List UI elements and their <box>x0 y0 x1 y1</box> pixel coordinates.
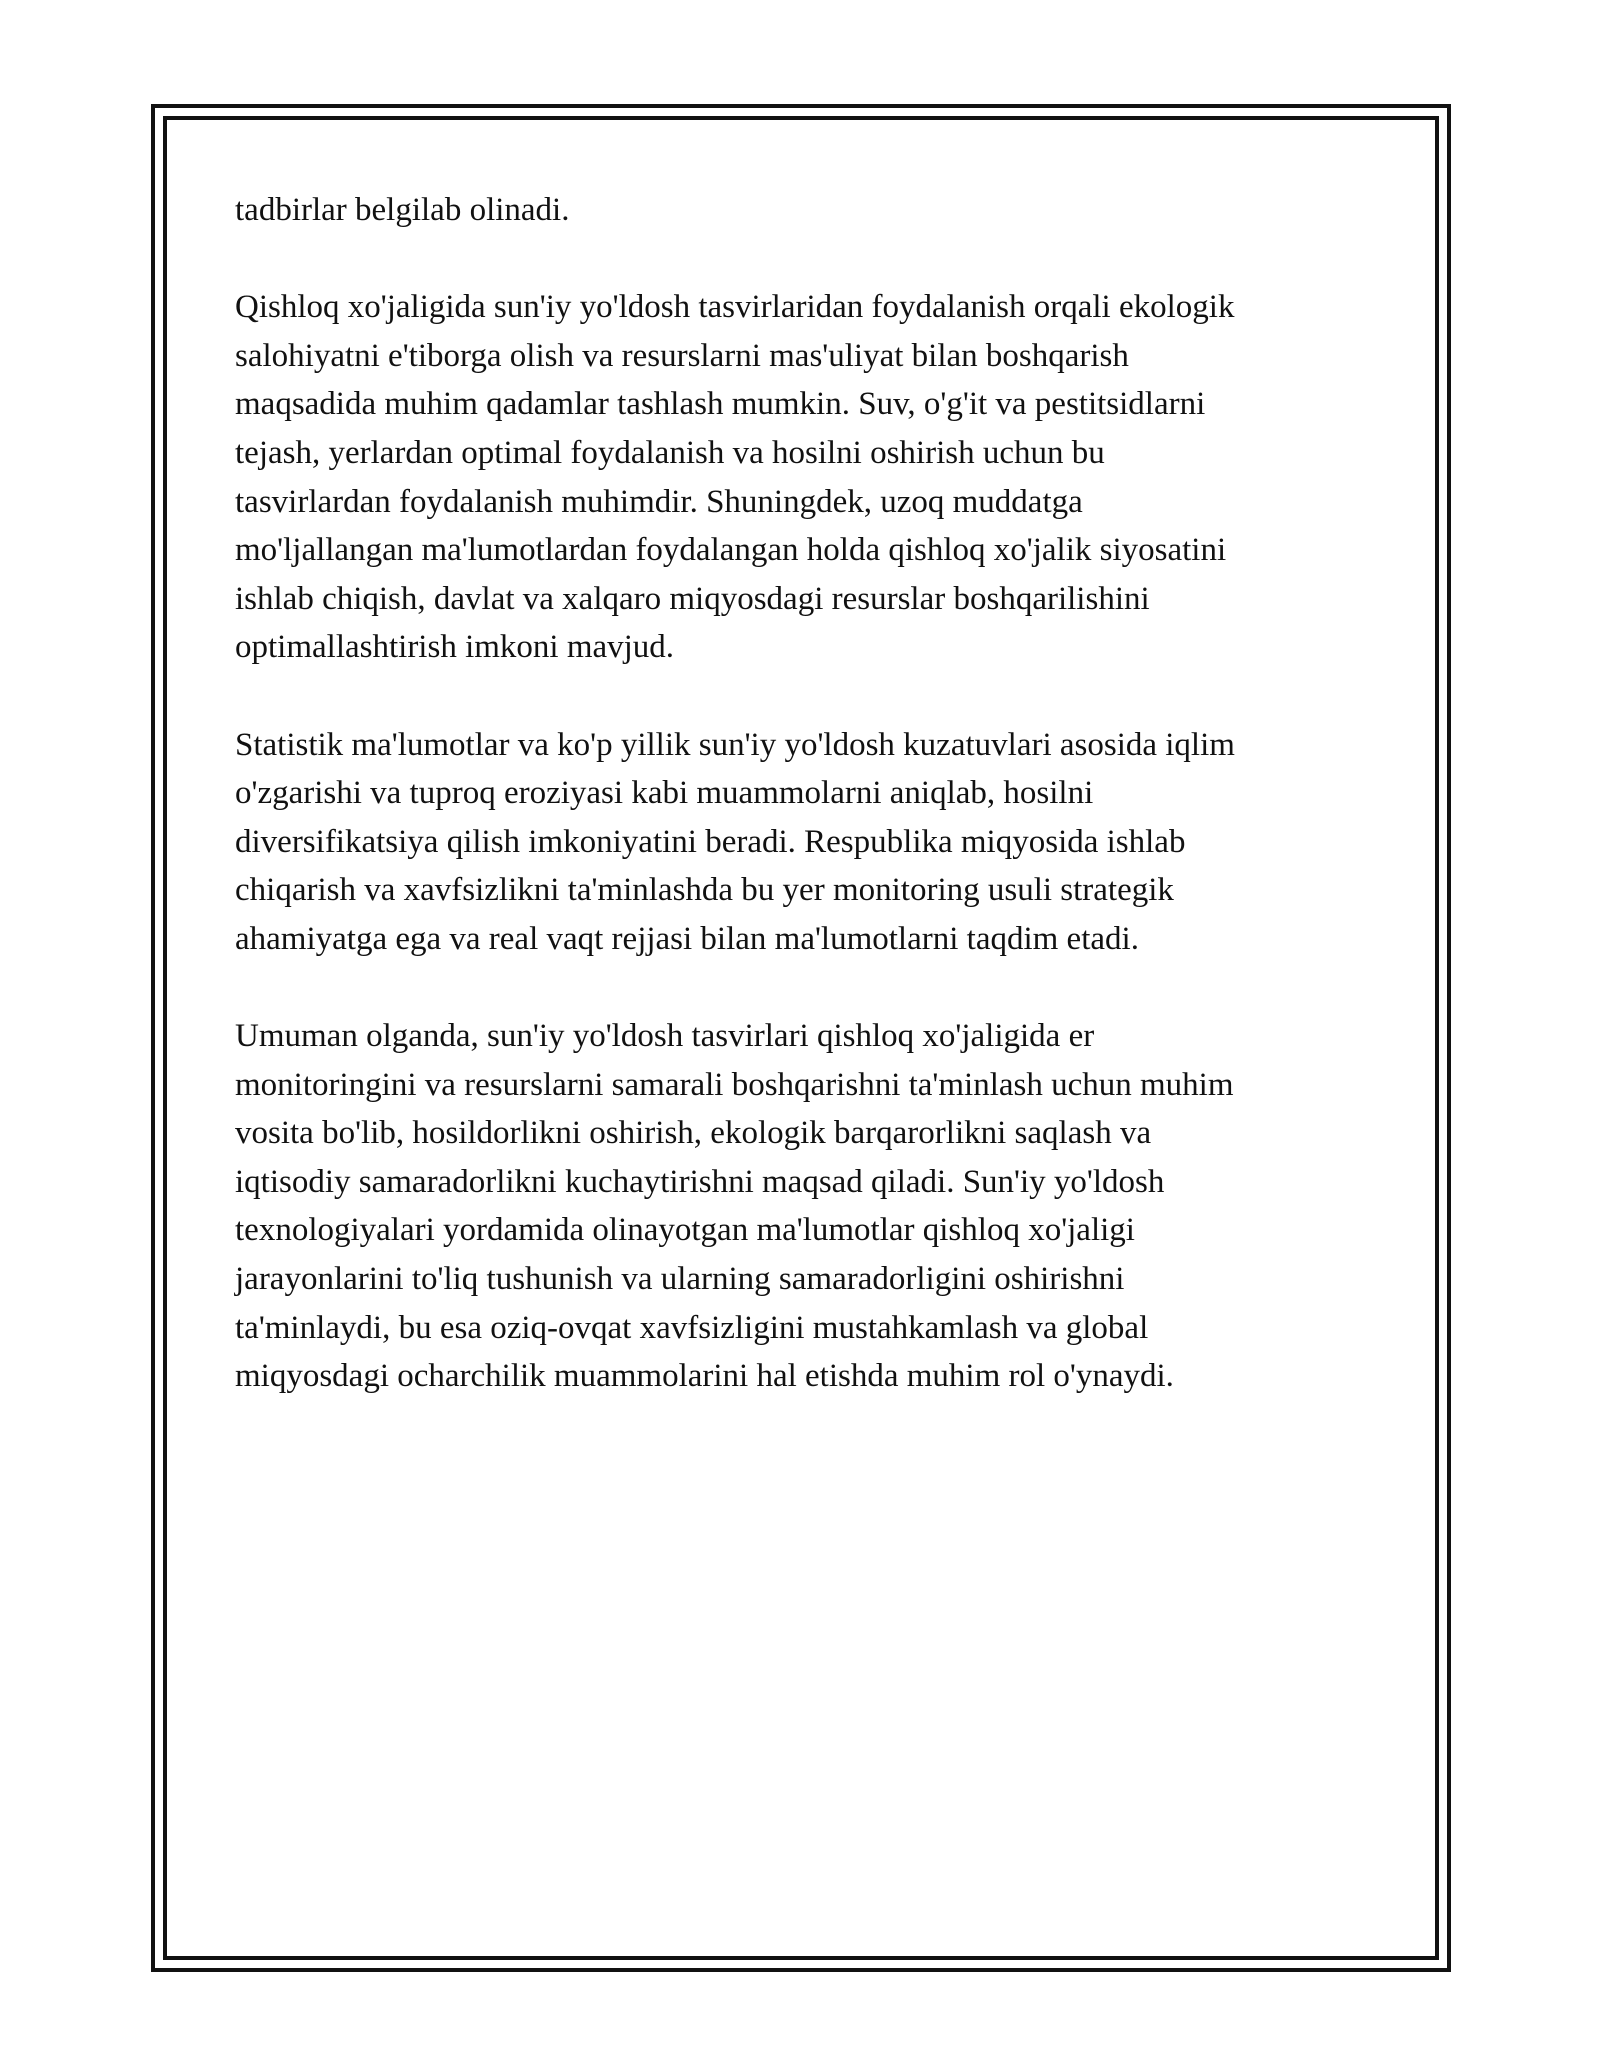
text-line: maqsadida muhim qadamlar tashlash mumkin. Suv, o'g'it va pestitsidlarni <box>235 386 1206 423</box>
text-line: tejash, yerlardan optimal foydalanish va hosilni oshirish uchun bu <box>235 434 1105 471</box>
text-line: Statistik ma'lumotlar va ko'p yillik sun'iy yo'ldosh kuzatuvlari asosida iqlim <box>235 726 1235 763</box>
text-line: ahamiyatga ega va real vaqt rejjasi bilan ma'lumotlarni taqdim etadi. <box>235 920 1139 957</box>
text-line: tadbirlar belgilab olinadi. <box>235 192 570 228</box>
text-line: ishlab chiqish, davlat va xalqaro miqyosdagi resurslar boshqarilishini <box>235 580 1150 617</box>
text-line: diversifikatsiya qilish imkoniyatini beradi. Respublika miqyosida ishlab <box>235 823 1186 860</box>
text-line: salohiyatni e'tiborga olish va resurslarni mas'uliyat bilan boshqarish <box>235 337 1129 374</box>
text-line: miqyosdagi ocharchilik muammolarini hal etishda muhim rol o'ynaydi. <box>235 1358 1174 1395</box>
text-line: jarayonlarini to'liq tushunish va ularning samaradorligini oshirishni <box>235 1261 1125 1298</box>
document-body <box>235 186 1370 1449</box>
paragraph <box>235 186 1370 235</box>
paragraph <box>235 283 1370 672</box>
text-line: Qishloq xo'jaligida sun'iy yo'ldosh tasvirlaridan foydalanish orqali ekologik <box>235 289 1235 326</box>
text-line: tasvirlardan foydalanish muhimdir. Shuningdek, uzoq muddatga <box>235 483 1083 520</box>
paragraph <box>235 1012 1370 1401</box>
text-line: o'zgarishi va tuproq eroziyasi kabi muammolarni aniqlab, hosilni <box>235 775 1094 812</box>
text-line: chiqarish va xavfsizlikni ta'minlashda bu yer monitoring usuli strategik <box>235 872 1174 909</box>
text-line: texnologiyalari yordamida olinayotgan ma'lumotlar qishloq xo'jaligi <box>235 1212 1135 1249</box>
text-line: ta'minlaydi, bu esa oziq-ovqat xavfsizligini mustahkamlash va global <box>235 1309 1149 1346</box>
text-line: iqtisodiy samaradorlikni kuchaytirishni maqsad qiladi. Sun'iy yo'ldosh <box>235 1163 1165 1200</box>
text-line: vosita bo'lib, hosildorlikni oshirish, ekologik barqarorlikni saqlash va <box>235 1115 1152 1152</box>
paragraph <box>235 721 1370 964</box>
text-line: optimallashtirish imkoni mavjud. <box>235 629 675 666</box>
text-line: Umuman olganda, sun'iy yo'ldosh tasvirlari qishloq xo'jaligida er <box>235 1018 1095 1055</box>
text-line: mo'ljallangan ma'lumotlardan foydalangan holda qishloq xo'jalik siyosatini <box>235 532 1227 569</box>
text-line: monitoringini va resurslarni samarali boshqarishni ta'minlash uchun muhim <box>235 1066 1234 1103</box>
